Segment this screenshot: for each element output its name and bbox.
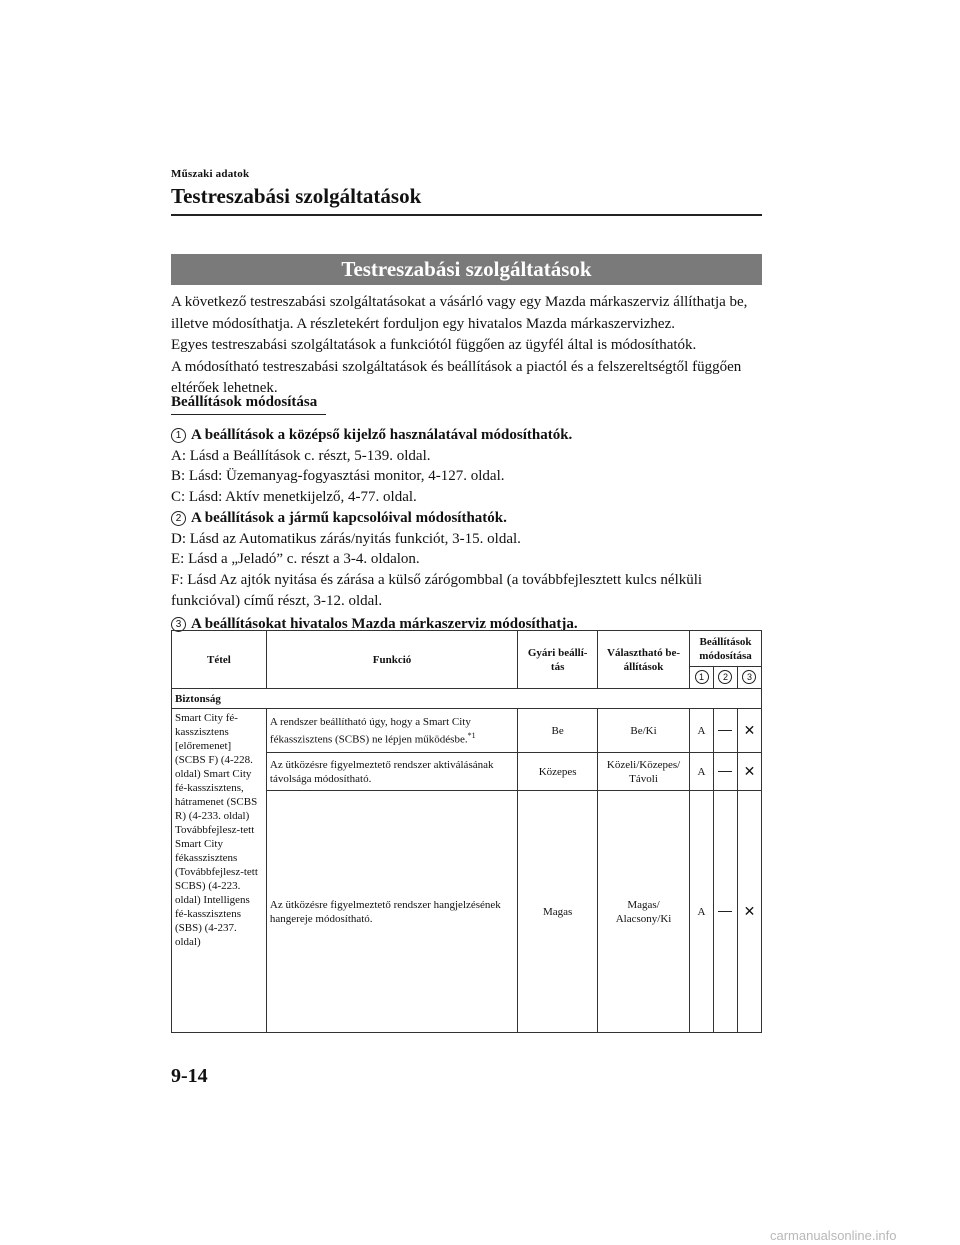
step-3-text: A beállításokat hivatalos Mazda márkaszerviz módosíthatja. bbox=[191, 616, 578, 633]
header-rule bbox=[171, 214, 762, 216]
function-cell: Az ütközésre figyelmeztető rendszer aktiválásának távolsága módosítható. bbox=[266, 753, 517, 791]
circled-number-1-icon: 1 bbox=[171, 428, 186, 443]
subheading: Beállítások módosítása bbox=[171, 394, 318, 410]
cross-icon: ✕ bbox=[737, 791, 761, 1033]
circled-number-2-icon: 2 bbox=[718, 670, 732, 684]
intro-paragraph: A módosítható testreszabási szolgáltatások és beállítások a piactól és a felszereltségtől függően eltérőek lehetnek. bbox=[171, 358, 742, 396]
method-1-cell: A bbox=[690, 753, 714, 791]
customization-table bbox=[171, 630, 762, 1033]
selectable-cell: Közeli/Közepes/ Távoli bbox=[598, 753, 690, 791]
function-text: A rendszer beállítható úgy, hogy a Smart City fékasszisztens (SCBS) ne lépjen működésbe. bbox=[269, 715, 471, 746]
header-factory-setting: Gyári beállí-tás bbox=[518, 631, 598, 689]
footnote-marker: *1 bbox=[467, 730, 476, 740]
category-row: Biztonság bbox=[172, 689, 762, 709]
header-method-2 bbox=[714, 667, 738, 689]
settings-steps bbox=[171, 425, 763, 635]
dash-icon bbox=[718, 771, 732, 772]
step-2-heading bbox=[171, 508, 763, 529]
page-number: 9-14 bbox=[171, 1065, 208, 1087]
header-item: Tétel bbox=[172, 631, 267, 689]
factory-cell: Közepes bbox=[518, 753, 598, 791]
header-function: Funkció bbox=[266, 631, 517, 689]
method-2-cell bbox=[714, 753, 738, 791]
dash-icon bbox=[718, 730, 732, 731]
method-2-cell bbox=[714, 709, 738, 753]
circled-number-1-icon: 1 bbox=[695, 670, 709, 684]
header-method-1 bbox=[690, 667, 714, 689]
intro-paragraph: A következő testreszabási szolgáltatásokat a vásárló vagy egy Mazda márkaszerviz állíthatja be, illetve módosíthatja. A részletekért forduljon egy hivatalos Mazda márkaszervizhez. bbox=[171, 294, 748, 332]
step-2-text: A beállítások a jármű kapcsolóival módosíthatók. bbox=[191, 509, 507, 526]
dash-icon bbox=[718, 911, 732, 912]
step-1-heading bbox=[171, 425, 763, 446]
method-2-cell bbox=[714, 791, 738, 1033]
factory-cell: Magas bbox=[518, 791, 598, 1033]
circled-number-3-icon: 3 bbox=[171, 617, 186, 632]
circled-number-3-icon: 3 bbox=[742, 670, 756, 684]
cross-icon: ✕ bbox=[737, 709, 761, 753]
intro-paragraph: Egyes testreszabási szolgáltatások a funkciótól függően az ügyfél által is módosíthatók. bbox=[171, 337, 697, 353]
header-method-3 bbox=[737, 667, 761, 689]
function-cell: Az ütközésre figyelmeztető rendszer hangjelzésének hangereje módosítható. bbox=[266, 791, 517, 1033]
intro-text bbox=[171, 292, 763, 400]
step-ref-e: E: Lásd a „Jeladó” c. részt a 3-4. oldalon. bbox=[171, 551, 420, 568]
page-banner-title: Testreszabási szolgáltatások bbox=[171, 254, 762, 285]
watermark: carmanualsonline.info bbox=[770, 1228, 897, 1243]
step-ref-f: F: Lásd Az ajtók nyitása és zárása a külső zárógombbal (a továbbfejlesztett kulcs nélküli funkcióval) című részt, 3-12. oldal. bbox=[171, 571, 703, 609]
function-cell bbox=[266, 709, 517, 753]
step-ref-a: A: Lásd a Beállítások c. részt, 5-139. oldal. bbox=[171, 447, 431, 464]
step-ref-d: D: Lásd az Automatikus zárás/nyitás funkciót, 3-15. oldal. bbox=[171, 530, 521, 547]
step-ref-b: B: Lásd: Üzemanyag-fogyasztási monitor, 4-127. oldal. bbox=[171, 468, 505, 485]
step-ref-c: C: Lásd: Aktív menetkijelző, 4-77. oldal. bbox=[171, 489, 417, 506]
selectable-cell: Be/Ki bbox=[598, 709, 690, 753]
factory-cell: Be bbox=[518, 709, 598, 753]
item-cell: Smart City fé-kasszisztens [előremenet] (SCBS F) (4-228. oldal) Smart City fé-kasszisztens, hátramenet (SCBS R) (4-233. oldal) Továbbfejlesz-tett Smart City fékasszisztens (Továbbfejlesz-tett SCBS) (4-223. oldal) Intelligens fé-kasszisztens (SBS) (4-237. oldal) bbox=[172, 709, 267, 1033]
header-selectable-settings: Választható be-állítások bbox=[598, 631, 690, 689]
table-row bbox=[172, 709, 762, 753]
section-label: Műszaki adatok bbox=[171, 168, 250, 180]
method-1-cell: A bbox=[690, 791, 714, 1033]
selectable-cell: Magas/ Alacsony/Ki bbox=[598, 791, 690, 1033]
step-1-text: A beállítások a középső kijelző használatával módosíthatók. bbox=[191, 427, 573, 443]
subheading-underline bbox=[171, 414, 326, 415]
section-title: Testreszabási szolgáltatások bbox=[171, 184, 422, 208]
cross-icon: ✕ bbox=[737, 753, 761, 791]
circled-number-2-icon: 2 bbox=[171, 511, 186, 526]
header-modify-settings: Beállítások módosítása bbox=[690, 631, 762, 667]
method-1-cell: A bbox=[690, 709, 714, 753]
